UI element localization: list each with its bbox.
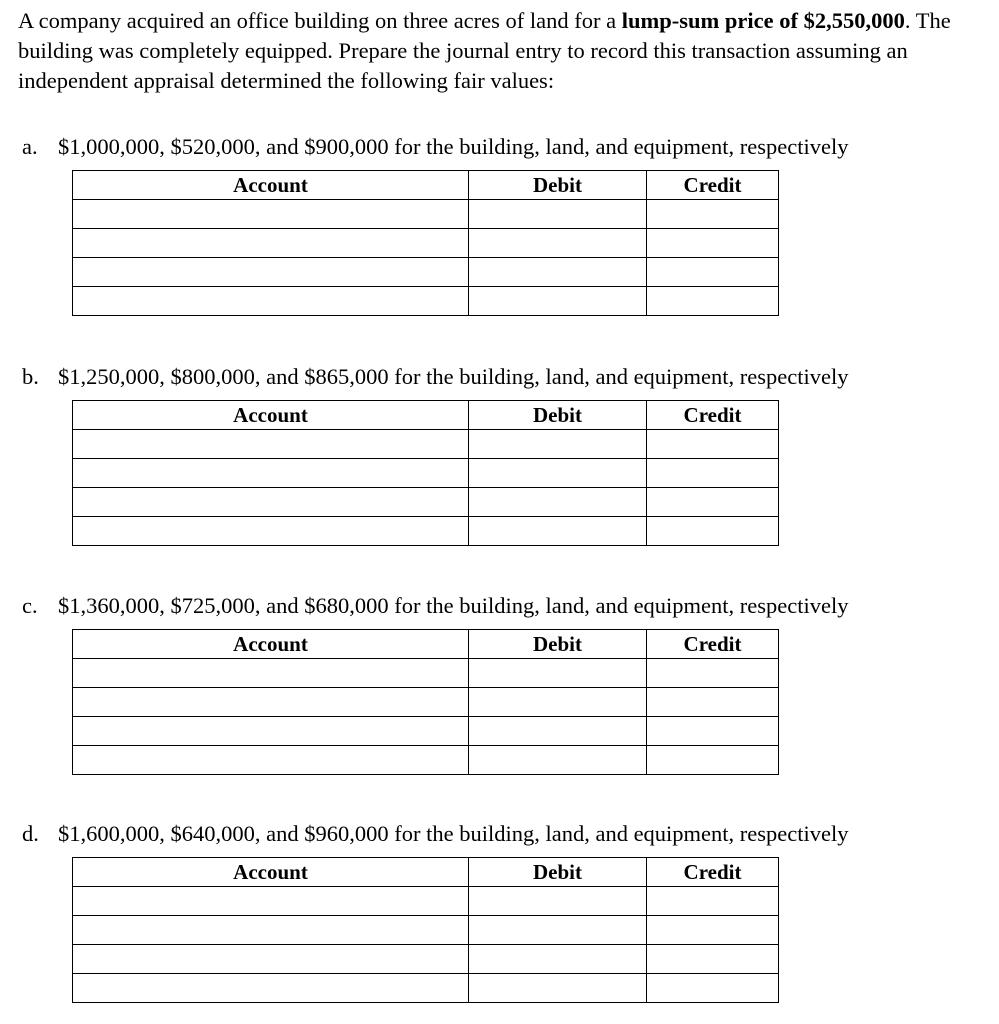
table-row xyxy=(73,887,779,916)
intro-text-2: . The building was completely equipped. Prepare the journal entry to record this transaction assuming an independent appraisal determined the following fair values: xyxy=(18,8,951,93)
table-row xyxy=(73,200,779,229)
debit-cell[interactable] xyxy=(469,258,647,287)
credit-cell[interactable] xyxy=(647,945,779,974)
section-d-letter: d. xyxy=(22,821,39,846)
header-account: Account xyxy=(73,858,469,887)
credit-input[interactable] xyxy=(647,229,778,257)
table-row xyxy=(73,430,779,459)
table-row xyxy=(73,517,779,546)
section-a-letter: a. xyxy=(22,134,38,159)
debit-cell[interactable] xyxy=(469,287,647,316)
debit-input[interactable] xyxy=(469,258,646,286)
debit-cell[interactable] xyxy=(469,488,647,517)
credit-input[interactable] xyxy=(647,945,778,973)
header-credit: Credit xyxy=(647,630,779,659)
account-cell[interactable] xyxy=(73,517,469,546)
table-header-row xyxy=(73,858,779,887)
debit-cell[interactable] xyxy=(469,200,647,229)
account-cell[interactable] xyxy=(73,945,469,974)
credit-cell[interactable] xyxy=(647,974,779,1003)
account-cell[interactable] xyxy=(73,459,469,488)
credit-input[interactable] xyxy=(647,887,778,915)
credit-input[interactable] xyxy=(647,488,778,516)
credit-cell[interactable] xyxy=(647,287,779,316)
debit-input[interactable] xyxy=(469,517,646,545)
section-c-text: $1,360,000, $725,000, and $680,000 for the building, land, and equipment, respectively xyxy=(58,593,849,618)
header-account: Account xyxy=(73,401,469,430)
credit-cell[interactable] xyxy=(647,200,779,229)
account-cell[interactable] xyxy=(73,746,469,775)
debit-cell[interactable] xyxy=(469,916,647,945)
section-a-text: $1,000,000, $520,000, and $900,000 for the building, land, and equipment, respectively xyxy=(58,134,849,159)
account-cell[interactable] xyxy=(73,258,469,287)
debit-cell[interactable] xyxy=(469,229,647,258)
journal-table-d xyxy=(72,857,779,1003)
debit-cell[interactable] xyxy=(469,746,647,775)
credit-input[interactable] xyxy=(647,746,778,774)
section-c-letter: c. xyxy=(22,593,38,618)
intro-text-1: A company acquired an office building on three acres of land for a xyxy=(18,8,622,33)
credit-input[interactable] xyxy=(647,430,778,458)
debit-cell[interactable] xyxy=(469,430,647,459)
table-header-row xyxy=(73,171,779,200)
section-b-prompt xyxy=(22,362,849,392)
credit-cell[interactable] xyxy=(647,258,779,287)
debit-input[interactable] xyxy=(469,287,646,315)
problem-statement xyxy=(18,6,978,96)
debit-cell[interactable] xyxy=(469,974,647,1003)
debit-cell[interactable] xyxy=(469,659,647,688)
credit-cell[interactable] xyxy=(647,430,779,459)
account-cell[interactable] xyxy=(73,430,469,459)
credit-cell[interactable] xyxy=(647,659,779,688)
account-cell[interactable] xyxy=(73,229,469,258)
header-credit: Credit xyxy=(647,171,779,200)
header-account: Account xyxy=(73,171,469,200)
section-b-text: $1,250,000, $800,000, and $865,000 for the building, land, and equipment, respectively xyxy=(58,364,849,389)
account-input[interactable] xyxy=(73,229,468,257)
credit-input[interactable] xyxy=(647,517,778,545)
account-cell[interactable] xyxy=(73,974,469,1003)
debit-input[interactable] xyxy=(469,430,646,458)
debit-input[interactable] xyxy=(469,659,646,687)
account-input[interactable] xyxy=(73,200,468,228)
account-input[interactable] xyxy=(73,717,468,745)
header-debit: Debit xyxy=(469,858,647,887)
table-row xyxy=(73,974,779,1003)
table-row xyxy=(73,258,779,287)
intro-bold-price: lump-sum price of $2,550,000 xyxy=(621,8,905,33)
account-cell[interactable] xyxy=(73,488,469,517)
debit-input[interactable] xyxy=(469,717,646,745)
account-input[interactable] xyxy=(73,459,468,487)
account-input[interactable] xyxy=(73,945,468,973)
header-credit: Credit xyxy=(647,401,779,430)
credit-input[interactable] xyxy=(647,974,778,1002)
table-row xyxy=(73,746,779,775)
credit-input[interactable] xyxy=(647,688,778,716)
credit-cell[interactable] xyxy=(647,517,779,546)
journal-table-b xyxy=(72,400,779,546)
account-input[interactable] xyxy=(73,887,468,915)
section-d-prompt xyxy=(22,819,849,849)
table-header-row xyxy=(73,401,779,430)
credit-cell[interactable] xyxy=(647,717,779,746)
account-input[interactable] xyxy=(73,287,468,315)
table-row xyxy=(73,459,779,488)
account-input[interactable] xyxy=(73,916,468,944)
credit-input[interactable] xyxy=(647,200,778,228)
debit-input[interactable] xyxy=(469,887,646,915)
account-input[interactable] xyxy=(73,488,468,516)
header-credit: Credit xyxy=(647,858,779,887)
debit-cell[interactable] xyxy=(469,887,647,916)
account-cell[interactable] xyxy=(73,717,469,746)
account-input[interactable] xyxy=(73,688,468,716)
table-row xyxy=(73,659,779,688)
section-c-prompt xyxy=(22,591,849,621)
account-cell[interactable] xyxy=(73,200,469,229)
debit-cell[interactable] xyxy=(469,517,647,546)
credit-input[interactable] xyxy=(647,287,778,315)
table-row xyxy=(73,945,779,974)
table-row xyxy=(73,916,779,945)
table-row xyxy=(73,488,779,517)
debit-input[interactable] xyxy=(469,459,646,487)
credit-cell[interactable] xyxy=(647,916,779,945)
credit-input[interactable] xyxy=(647,717,778,745)
table-header-row xyxy=(73,630,779,659)
debit-cell[interactable] xyxy=(469,717,647,746)
account-input[interactable] xyxy=(73,258,468,286)
journal-table-c xyxy=(72,629,779,775)
table-row xyxy=(73,717,779,746)
credit-cell[interactable] xyxy=(647,459,779,488)
section-d-text: $1,600,000, $640,000, and $960,000 for the building, land, and equipment, respectively xyxy=(58,821,849,846)
debit-input[interactable] xyxy=(469,916,646,944)
debit-input[interactable] xyxy=(469,974,646,1002)
account-cell[interactable] xyxy=(73,916,469,945)
section-b-letter: b. xyxy=(22,364,39,389)
account-input[interactable] xyxy=(73,974,468,1002)
header-debit: Debit xyxy=(469,630,647,659)
account-input[interactable] xyxy=(73,659,468,687)
account-cell[interactable] xyxy=(73,688,469,717)
table-row xyxy=(73,229,779,258)
credit-cell[interactable] xyxy=(647,488,779,517)
debit-cell[interactable] xyxy=(469,688,647,717)
debit-input[interactable] xyxy=(469,200,646,228)
credit-input[interactable] xyxy=(647,659,778,687)
table-row xyxy=(73,287,779,316)
header-debit: Debit xyxy=(469,401,647,430)
credit-input[interactable] xyxy=(647,459,778,487)
account-cell[interactable] xyxy=(73,887,469,916)
table-row xyxy=(73,688,779,717)
debit-cell[interactable] xyxy=(469,945,647,974)
debit-input[interactable] xyxy=(469,746,646,774)
debit-input[interactable] xyxy=(469,688,646,716)
debit-cell[interactable] xyxy=(469,459,647,488)
journal-table-a xyxy=(72,170,779,316)
credit-cell[interactable] xyxy=(647,887,779,916)
debit-input[interactable] xyxy=(469,945,646,973)
credit-input[interactable] xyxy=(647,916,778,944)
header-debit: Debit xyxy=(469,171,647,200)
account-input[interactable] xyxy=(73,517,468,545)
header-account: Account xyxy=(73,630,469,659)
credit-cell[interactable] xyxy=(647,746,779,775)
account-cell[interactable] xyxy=(73,287,469,316)
account-cell[interactable] xyxy=(73,659,469,688)
section-a-prompt xyxy=(22,132,849,162)
account-input[interactable] xyxy=(73,746,468,774)
credit-cell[interactable] xyxy=(647,688,779,717)
credit-cell[interactable] xyxy=(647,229,779,258)
debit-input[interactable] xyxy=(469,229,646,257)
credit-input[interactable] xyxy=(647,258,778,286)
debit-input[interactable] xyxy=(469,488,646,516)
account-input[interactable] xyxy=(73,430,468,458)
